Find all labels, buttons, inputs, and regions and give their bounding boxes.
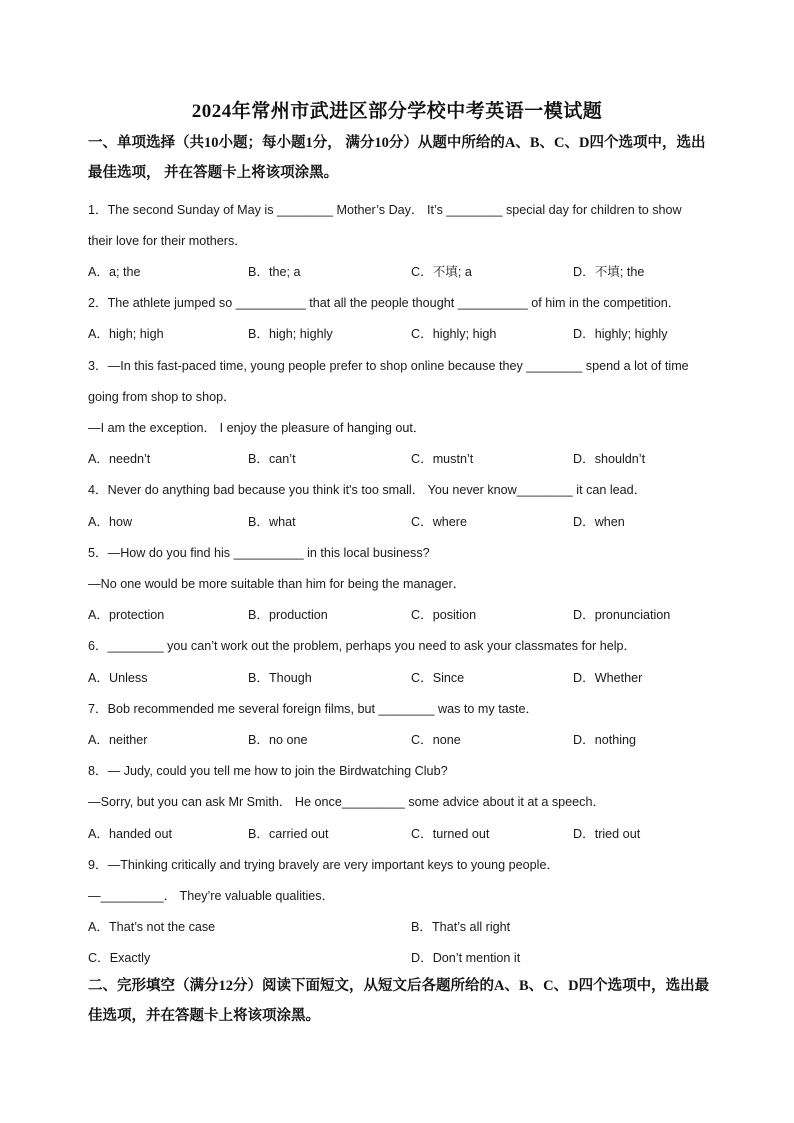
question-3-option-b: B．can’t xyxy=(248,452,296,466)
question-7-option-b: B．no one xyxy=(248,733,308,747)
question-9-option-d: D．Don’t mention it xyxy=(411,951,521,965)
question-4-line-1: 4．Never do anything bad because you think it's too small． You never know________ it can lead． xyxy=(88,483,647,497)
question-3-option-c: C．mustn’t xyxy=(411,452,474,466)
question-9-option-a: A．That’s not the case xyxy=(88,920,216,934)
question-8-option-a: A．handed out xyxy=(88,827,173,841)
question-6-line-1: 6．________ you can’t work out the problem, perhaps you need to ask your classmates for help． xyxy=(88,639,637,653)
question-5-option-a: A．protection xyxy=(88,608,165,622)
question-7-line-1: 7．Bob recommended me several foreign films, but ________ was to my taste． xyxy=(88,702,539,716)
question-5-option-b: B．production xyxy=(248,608,328,622)
question-8-option-d: D．tried out xyxy=(573,827,641,841)
question-8-option-b: B．carried out xyxy=(248,827,329,841)
question-5-option-d: D．pronunciation xyxy=(573,608,671,622)
question-2-option-d: D．highly; highly xyxy=(573,327,668,341)
question-3-line-2: going from shop to shop． xyxy=(88,390,236,404)
question-2-line-1: 2．The athlete jumped so __________ that all the people thought __________ of him in the competition． xyxy=(88,296,681,310)
question-5-line-1: 5．—How do you find his __________ in this local business? xyxy=(88,546,430,560)
exam-title: 2024年常州市武进区部分学校中考英语一模试题 xyxy=(191,101,603,122)
question-2-option-a: A．high; high xyxy=(88,327,164,341)
section-1-instructions: 一、单项选择（共10小题；每小题1分， 满分10分）从题中所给的A、B、C、D四个选项中，选出最佳选项， 并在答题卡上将该项涂黑。 xyxy=(88,135,706,181)
question-1-option-d: D．不填; the xyxy=(573,265,645,279)
question-3-option-d: D．shouldn’t xyxy=(573,452,646,466)
question-3-line-3: —I am the exception． I enjoy the pleasure of hanging out． xyxy=(88,421,426,435)
question-3-option-a: A．needn’t xyxy=(88,452,151,466)
question-7-option-c: C．none xyxy=(411,733,461,747)
question-2-option-b: B．high; highly xyxy=(248,327,333,341)
question-3-line-1: 3．—In this fast-paced time, young people prefer to shop online because they ________ spend a lot of time xyxy=(88,359,689,373)
question-9-option-c: C．Exactly xyxy=(88,951,151,965)
question-7-option-d: D．nothing xyxy=(573,733,637,747)
question-8-line-1: 8．— Judy, could you tell me how to join the Birdwatching Club? xyxy=(88,764,448,778)
question-6-option-c: C．Since xyxy=(411,671,465,685)
question-8-option-c: C．turned out xyxy=(411,827,490,841)
question-4-option-b: B．what xyxy=(248,515,296,529)
section-2-instructions: 二、完形填空（满分12分）阅读下面短文，从短文后各题所给的A、B、C、D四个选项中，选出最佳选项，并在答题卡上将该项涂黑。 xyxy=(88,978,710,1024)
question-1-option-a: A．a; the xyxy=(88,265,141,279)
question-6-option-b: B．Though xyxy=(248,671,312,685)
question-8-line-2: —Sorry, but you can ask Mr Smith． He once_________ some advice about it at a speech． xyxy=(88,795,606,809)
question-4-option-c: C．where xyxy=(411,515,467,529)
question-1-option-c: C．不填; a xyxy=(411,265,472,279)
question-4-option-d: D．when xyxy=(573,515,625,529)
question-5-line-2: —No one would be more suitable than him for being the manager． xyxy=(88,577,466,591)
question-7-option-a: A．neither xyxy=(88,733,148,747)
question-2-option-c: C．highly; high xyxy=(411,327,497,341)
question-5-option-c: C．position xyxy=(411,608,477,622)
question-1-line-2: their love for their mothers． xyxy=(88,234,247,248)
question-1-option-b: B．the; a xyxy=(248,265,301,279)
question-9-option-b: B．That’s all right xyxy=(411,920,511,934)
question-6-option-d: D．Whether xyxy=(573,671,643,685)
question-9-line-1: 9．—Thinking critically and trying bravely are very important keys to young people． xyxy=(88,858,560,872)
question-6-option-a: A．Unless xyxy=(88,671,148,685)
question-1-line-1: 1．The second Sunday of May is ________ Mother’s Day． It’s ________ special day for children to show xyxy=(88,203,682,217)
question-9-line-2: —_________． They’re valuable qualities． xyxy=(88,889,335,903)
question-4-option-a: A．how xyxy=(88,515,133,529)
